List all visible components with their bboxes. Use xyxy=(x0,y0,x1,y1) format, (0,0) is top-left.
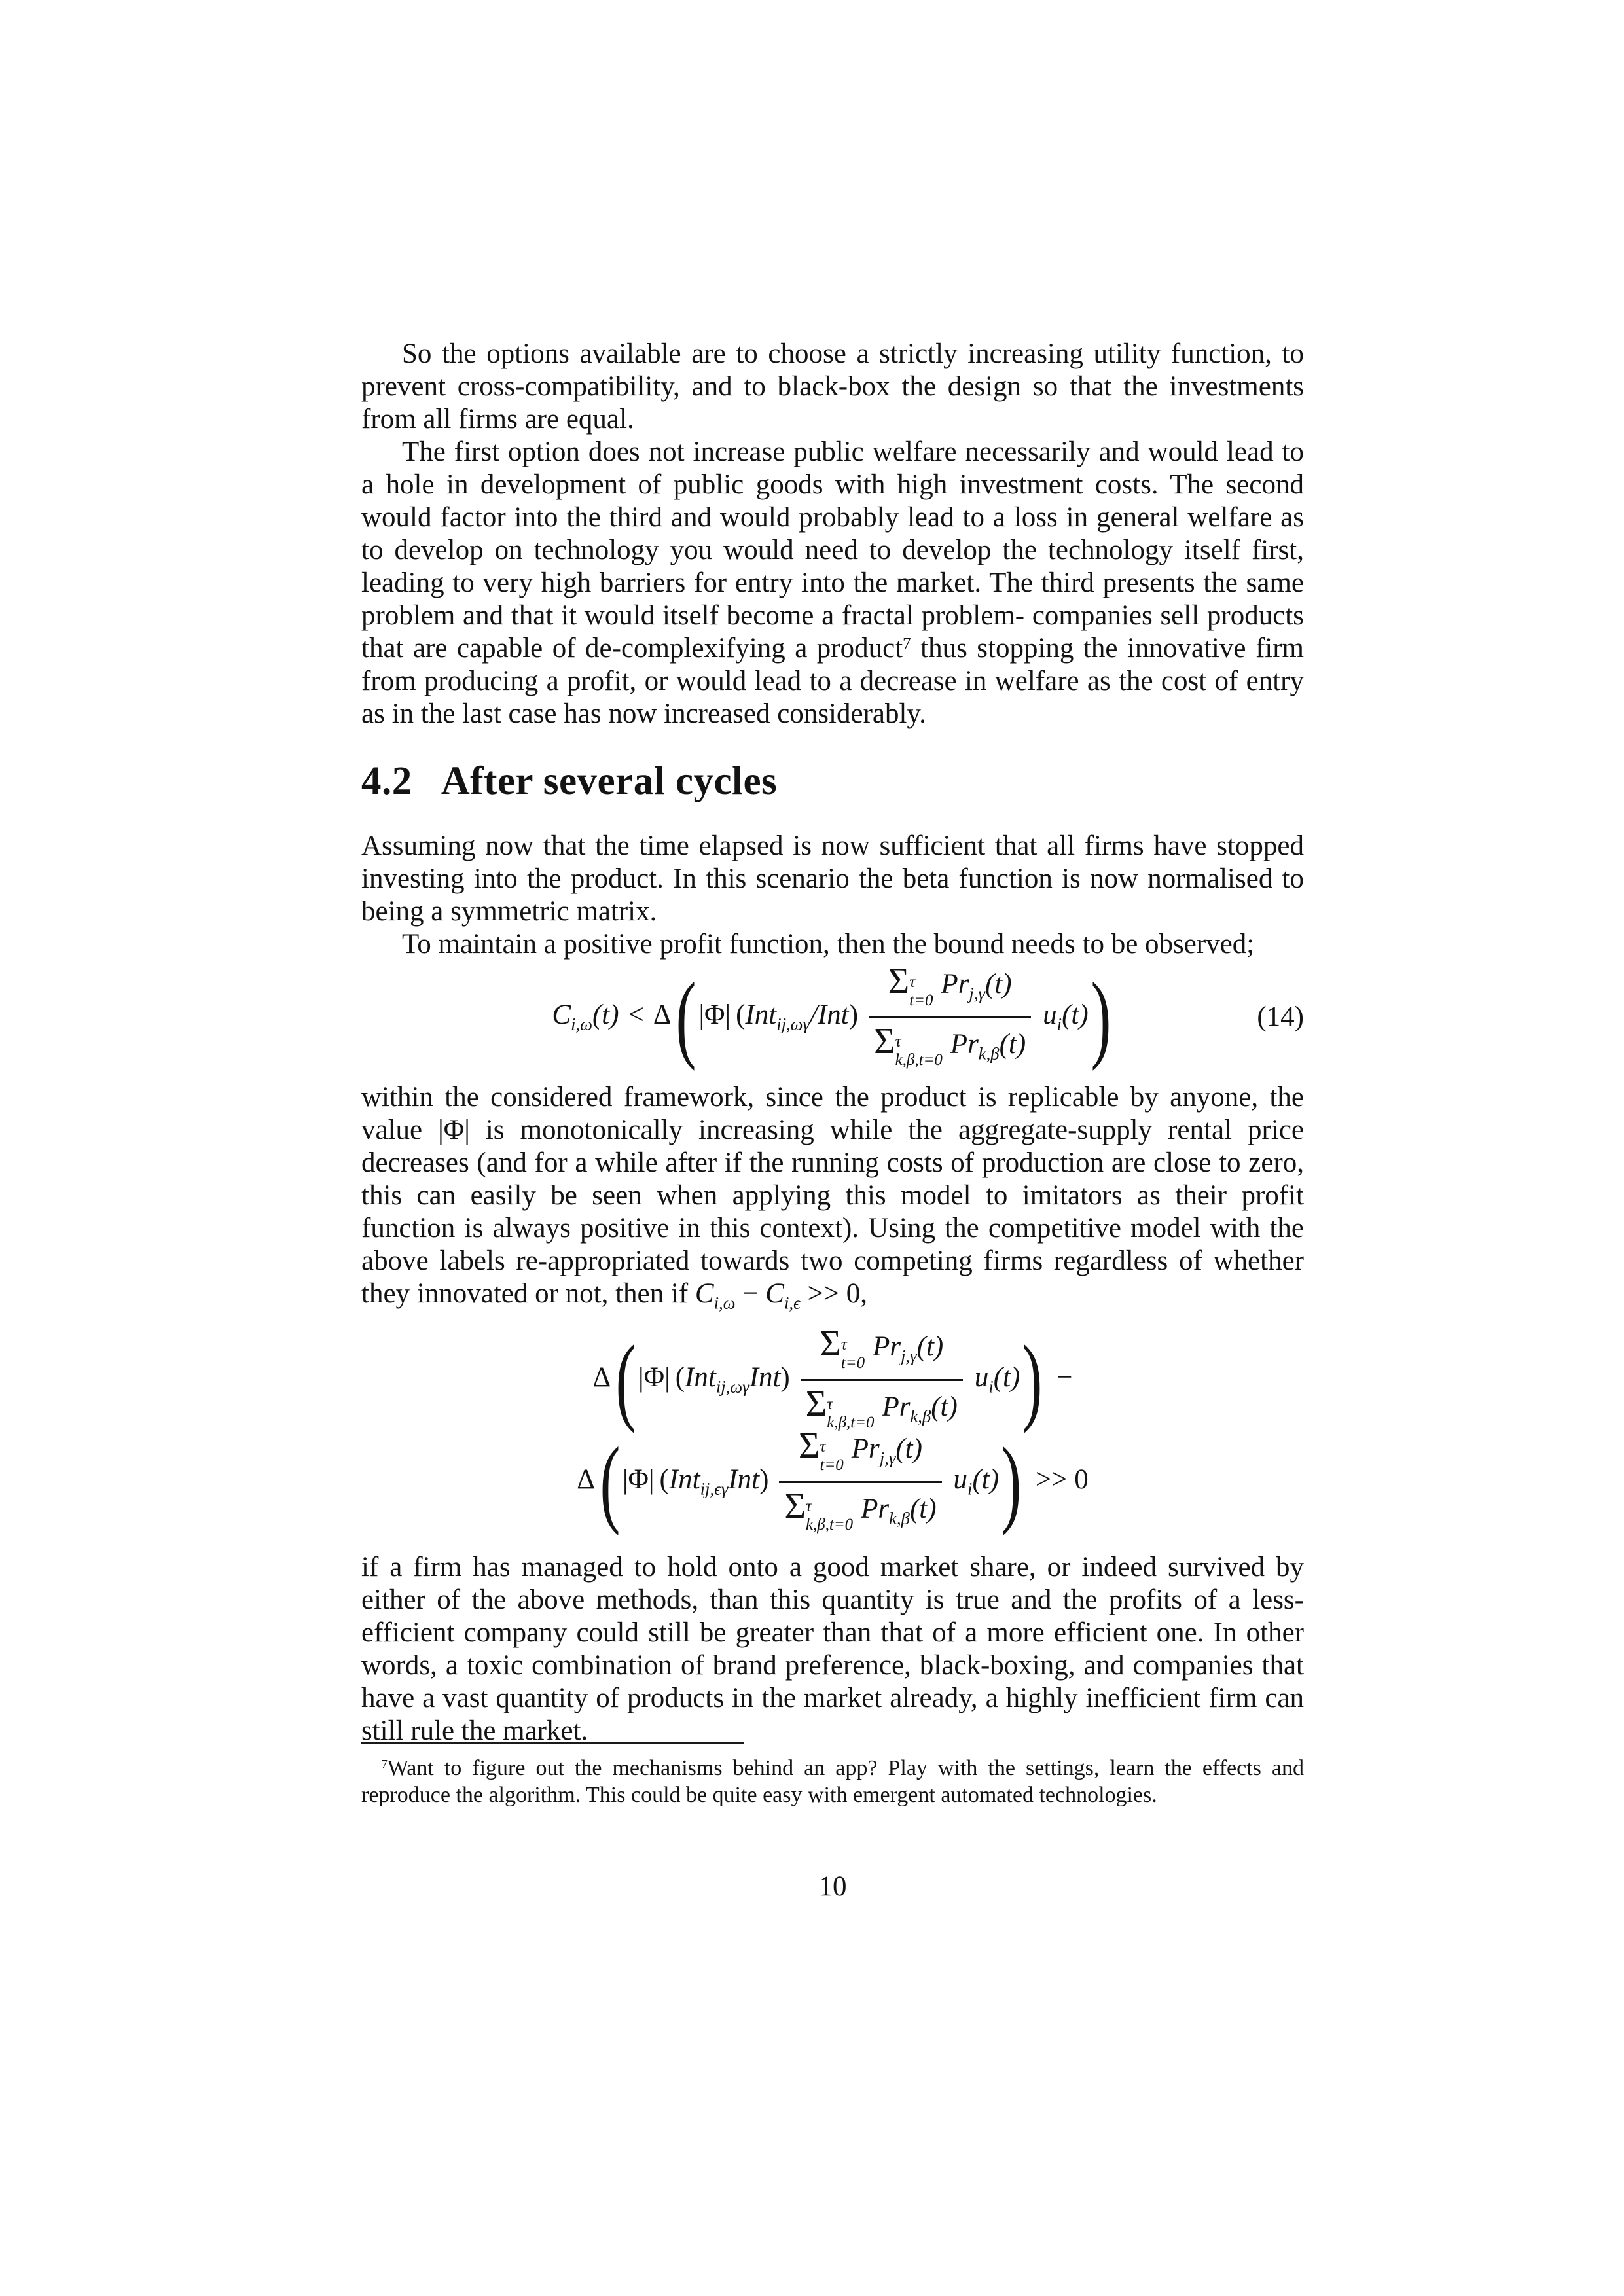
math-subscript: ij,ωγ xyxy=(776,1014,810,1034)
equation-delta-top xyxy=(361,1323,1304,1435)
math-symbol: (t) xyxy=(993,1362,1020,1393)
math-symbol: C xyxy=(695,1278,714,1309)
math-subscript: ij,ϵγ xyxy=(700,1479,729,1499)
right-paren: ) xyxy=(848,999,859,1030)
math-subscript: k,β xyxy=(910,1405,931,1426)
math-symbol: (t) xyxy=(895,1433,922,1464)
math-symbol: Pr xyxy=(861,1493,890,1524)
sum-symbol: Σ xyxy=(784,1485,806,1526)
math-symbol: C xyxy=(552,999,571,1030)
fraction xyxy=(869,961,1031,1069)
math-symbol: (t) xyxy=(916,1331,944,1362)
paragraph-text xyxy=(361,436,1304,730)
section-title: After several cycles xyxy=(441,759,778,803)
math-symbol: u xyxy=(974,1362,989,1393)
fraction xyxy=(801,1323,963,1432)
big-right-paren: ) xyxy=(1001,1427,1022,1537)
equation-14 xyxy=(361,961,1304,1072)
paragraph-options xyxy=(361,338,1304,436)
sum-symbol: Σ xyxy=(888,961,910,1001)
math-symbol: Pr xyxy=(873,1331,901,1362)
math-subscript: i,ω xyxy=(713,1293,736,1313)
math-subscript: i xyxy=(1056,1014,1062,1034)
math-subscript: j,γ xyxy=(969,983,985,1003)
section-number: 4.2 xyxy=(361,759,412,803)
section-heading xyxy=(361,758,1304,805)
big-left-paren: ( xyxy=(600,1427,621,1537)
math-symbol: Pr xyxy=(851,1433,880,1464)
paragraph-text: Assuming now that the time elapsed is now sufficient that all firms have stopped investing into the product. In this scenario the beta function is now normalised to being a symmetric matrix. xyxy=(361,831,1304,927)
sum-limits: τ t=0 xyxy=(840,1335,865,1372)
left-paren: ( xyxy=(659,1464,669,1495)
big-right-paren: ) xyxy=(1091,963,1111,1072)
footnote-text: Want to figure out the mechanisms behind an app? Play with the settings, learn the effects and reproduce the algorithm. This could be quite easy with emergent automated technologies. xyxy=(361,1756,1304,1807)
fraction xyxy=(779,1426,941,1534)
paragraph-text: To maintain a positive profit function, then the bound needs to be observed; xyxy=(402,929,1255,960)
right-paren: ) xyxy=(759,1464,769,1495)
abs-phi: |Φ| xyxy=(622,1464,655,1495)
math-symbol: Int xyxy=(668,1464,700,1495)
paragraph-if-a-firm xyxy=(361,1551,1304,1748)
slash: / xyxy=(810,999,818,1030)
big-right-paren: ) xyxy=(1022,1325,1043,1435)
math-symbol: (t) xyxy=(931,1391,958,1422)
sum-limits: τ t=0 xyxy=(820,1437,844,1474)
math-symbol: u xyxy=(953,1464,968,1495)
math-subscript: k,β xyxy=(978,1043,1000,1063)
math-symbol: (t) xyxy=(985,969,1012,999)
equation-delta-bottom-block xyxy=(361,1426,1304,1537)
math-symbol: (t) xyxy=(972,1464,1000,1495)
math-symbol: (t) xyxy=(592,999,619,1030)
big-left-paren: ( xyxy=(676,963,696,1072)
equation-14-block xyxy=(361,961,1304,1072)
math-subscript: i,ϵ xyxy=(784,1293,801,1313)
left-paren: ( xyxy=(736,999,746,1030)
paragraph-text xyxy=(361,1081,1304,1313)
math-subscript: i,ω xyxy=(571,1014,592,1034)
denominator xyxy=(801,1381,963,1433)
right-paren: ) xyxy=(780,1362,790,1393)
equation-number: (14) xyxy=(1257,1001,1304,1033)
sum-symbol: Σ xyxy=(799,1426,820,1466)
delta-symbol: Δ xyxy=(577,1464,595,1495)
less-than-sign: < xyxy=(628,999,644,1030)
abs-phi: |Φ| xyxy=(638,1362,670,1393)
math-symbol: Int xyxy=(817,999,849,1030)
equation-delta-top-block xyxy=(361,1323,1304,1435)
section-heading-4-2 xyxy=(361,758,1304,805)
sum-limits: τ t=0 xyxy=(909,973,933,1009)
footnote xyxy=(361,1755,1304,1808)
sum-limits: τ k,β,t=0 xyxy=(827,1395,875,1432)
equation-delta-bottom xyxy=(361,1426,1304,1537)
footnote-block xyxy=(361,1742,1304,1808)
abs-phi: |Φ| xyxy=(698,999,731,1030)
paragraph-text: So the options available are to choose a strictly increasing utility function, to prevent cross-compatibility, and to black-box the design so that the investments from all firms are equal. xyxy=(361,338,1304,435)
numerator xyxy=(801,1323,963,1381)
left-paren: ( xyxy=(675,1362,685,1393)
math-symbol: C xyxy=(765,1278,784,1309)
numerator xyxy=(779,1426,941,1483)
much-greater-than-zero: >> 0 xyxy=(1035,1464,1089,1495)
paragraph-segment: within the considered framework, since the product is replicable by anyone, the value |Φ| is monotonically increasing while the aggregate-supply rental price decreases (and for a while after if the running costs of production are close to zero, this can easily be seen when applying this model to imitators as their profit function is always positive in this context). Using the competitive model with the above labels re-appropriated towards two competing firms regardless of whether they innovated or not, then if xyxy=(361,1082,1304,1309)
math-symbol: Int xyxy=(685,1362,716,1393)
paragraph-within-framework xyxy=(361,1081,1304,1313)
math-symbol: Int xyxy=(745,999,777,1030)
paragraph-to-maintain xyxy=(361,928,1304,961)
math-relation: >> 0, xyxy=(800,1278,868,1309)
math-symbol: (t) xyxy=(909,1493,937,1524)
sum-symbol: Σ xyxy=(805,1383,827,1424)
delta-symbol: Δ xyxy=(592,1362,611,1393)
minus-sign: − xyxy=(1056,1362,1073,1393)
denominator xyxy=(779,1483,941,1535)
math-subscript: j,γ xyxy=(901,1346,917,1366)
math-subscript: j,γ xyxy=(879,1448,896,1468)
math-subscript: k,β xyxy=(889,1507,910,1528)
paragraph-segment: The first option does not increase public welfare necessarily and would lead to a hole in development of public goods with high investment costs. The second would factor into the third and would probably lead to a loss in general welfare as to develop on technology you would need to develop the technology itself first, leading to very high barriers for entry into the market. The third presents the same problem and that it would itself become a fractal problem- companies sell products that are capable of de-complexifying a product xyxy=(361,437,1304,664)
footnote-mark: 7 xyxy=(381,1757,388,1772)
math-symbol: Int xyxy=(749,1362,781,1393)
footnote-rule xyxy=(361,1742,744,1744)
paragraph-segment: thus stopping the innovative firm from producing a profit, or would lead to a decrease in welfare as the cost of entry as in the last case has now increased considerably. xyxy=(361,633,1304,729)
page-number: 10 xyxy=(818,1871,847,1902)
math-symbol: Int xyxy=(728,1464,760,1495)
sum-symbol: Σ xyxy=(820,1323,841,1364)
math-symbol: Pr xyxy=(941,969,969,999)
minus-sign: − xyxy=(735,1278,766,1309)
big-left-paren: ( xyxy=(615,1325,636,1435)
math-subscript: ij,ωγ xyxy=(715,1376,749,1397)
delta-symbol: Δ xyxy=(653,999,672,1030)
paragraph-first-option xyxy=(361,436,1304,730)
paragraph-text: if a firm has managed to hold onto a good market share, or indeed survived by either of the above methods, than this quantity is true and the profits of a less-efficient company could still be greater than that of a more efficient one. In other words, a toxic combination of brand preference, black-boxing, and companies that have a vast quantity of products in the market already, a highly inefficient firm can still rule the market. xyxy=(361,1552,1304,1746)
numerator xyxy=(869,961,1031,1018)
math-symbol: Pr xyxy=(950,1028,979,1060)
math-symbol: (t) xyxy=(1062,999,1089,1030)
math-symbol: u xyxy=(1043,999,1057,1030)
math-symbol: (t) xyxy=(999,1028,1026,1060)
sum-limits: τ k,β,t=0 xyxy=(805,1498,854,1534)
denominator xyxy=(869,1018,1031,1070)
paragraph-assuming xyxy=(361,830,1304,928)
math-subscript: i xyxy=(967,1479,973,1499)
math-subscript: i xyxy=(988,1376,994,1397)
sum-limits: τ k,β,t=0 xyxy=(895,1033,943,1069)
sum-symbol: Σ xyxy=(874,1020,895,1062)
text-column xyxy=(361,0,1304,2296)
footnote-reference-7: 7 xyxy=(903,635,911,653)
math-symbol: Pr xyxy=(882,1391,911,1422)
